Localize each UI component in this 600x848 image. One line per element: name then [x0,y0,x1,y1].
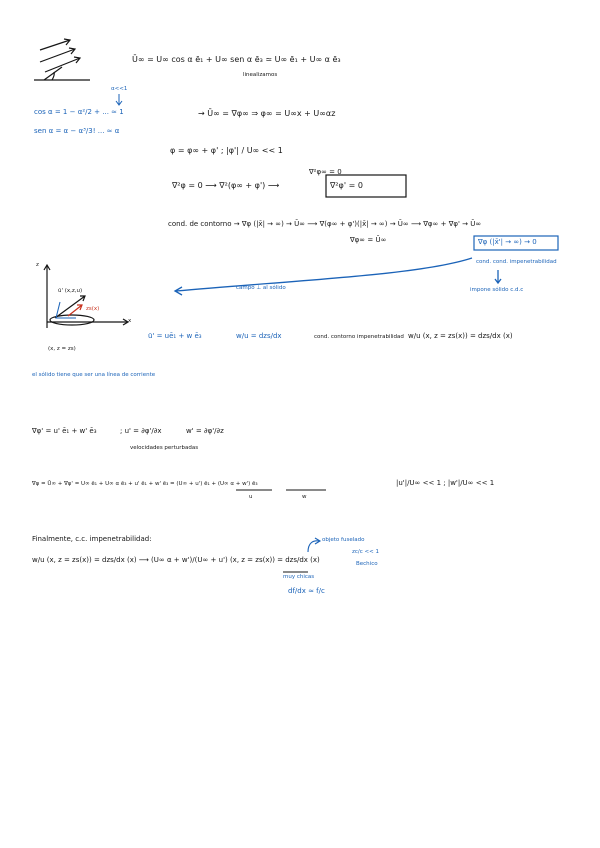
streamlined-object-note: objeto fuselado [322,537,365,543]
alpha-small-note: α<<1 [111,86,128,92]
perturbed-velocity: ∇φ' = u' ē₁ + w' ē₃ [32,427,97,435]
axes-drawing [44,265,128,328]
slope-estimate: df/dx ≈ f/c [288,587,325,595]
perturbed-u: ; u' = ∂φ'/∂x [120,427,162,435]
axis-z-label: z [36,262,39,268]
underbrace-w: w [302,494,307,500]
very-small-note: muy chicas [283,574,315,580]
ratio-note: cond. contorno impenetrabilidad [314,334,404,340]
diagram-point-label: (x, z = zs) [48,346,76,352]
small-ratios: |u'|/U∞ << 1 ; |w'|/U∞ << 1 [396,479,495,487]
potential-definition: → Ū∞ = ∇φ∞ ⇒ φ∞ = U∞x + U∞αz [198,109,336,118]
perturbation-definition: φ = φ∞ + φ' ; |φ'| / U∞ << 1 [170,146,283,155]
field-label: campo ⊥ al sólido [236,285,286,291]
far-bc-result: ∇φ (|x̄'| → ∞) → 0 [478,238,537,246]
linealizamos-note: linealizamos [243,72,278,78]
thickness-ratio-note: zc/c << 1 [352,549,380,555]
underbrace-u: u [249,494,253,500]
perturbed-note: velocidades perturbadas [130,445,199,451]
solid-streamline-note: el sólido tiene que ser una línea de corriente [32,372,156,378]
ratio-equation: w/u = dzs/dx [236,332,282,340]
ratio-result: w/u (x, z = zs(x)) = dzs/dx (x) [408,332,513,340]
laplace-equation: ∇²φ = 0 ⟶ ∇²(φ∞ + φ') ⟶ [172,181,280,190]
diagram-velocity-label: ū' (x,z,u) [58,288,83,294]
laplace-result: ∇²φ' = 0 [330,181,363,190]
velocity-far-equation: Ū∞ = U∞ cos α ē₁ + U∞ sen α ē₃ ≃ U∞ ē₁ + U∞ α ē₃ [132,55,341,64]
axis-x-label: x [128,318,132,324]
final-heading: Finalmente, c.c. impenetrabilidad: [32,535,152,543]
velocity-components: ū' = uē₁ + w ē₃ [148,332,202,340]
diagram-body-label: zs(x) [86,306,100,312]
far-boundary-condition: cond. de contorno → ∇φ (|x̄| → ∞) → Ū∞ ⟶ ∇(φ∞ + φ')(|x̄| → ∞) → Ū∞ ⟶ ∇φ∞ + ∇φ' → Ū∞ [168,220,482,228]
laplace-note: ∇²φ∞ = 0 [309,168,342,176]
sen-expansion: sen α = α − α³/3! ... ≃ α [34,127,120,135]
total-velocity: ∇φ = Ū∞ + ∇φ' = U∞ ē₁ + U∞ α ē₃ + u' ē₁ + w' ē₃ = (U∞ + u') ē₁ + (U∞ α + w') ē₃ [32,481,258,487]
final-equation: w/u (x, z = zs(x)) = dzs/dx (x) ⟶ (U∞ α + w')/(U∞ + u') (x, z = zs(x)) = dzs/dx (x) [32,556,320,564]
solid-imposes-note: impone sólido c.d.c [470,287,524,293]
far-bc-note: ∇φ∞ = Ū∞ [350,236,387,244]
cos-expansion: cos α = 1 − α²/2 + ... ≃ 1 [34,108,124,116]
long-arrow-drawing [175,258,501,295]
small-body-note: Bechico [356,561,378,567]
impenetrability-note: cond. cond. impenetrabilidad [476,259,557,265]
perturbed-w: w' = ∂φ'/∂z [186,427,224,435]
flow-arrows-drawing [34,39,90,80]
